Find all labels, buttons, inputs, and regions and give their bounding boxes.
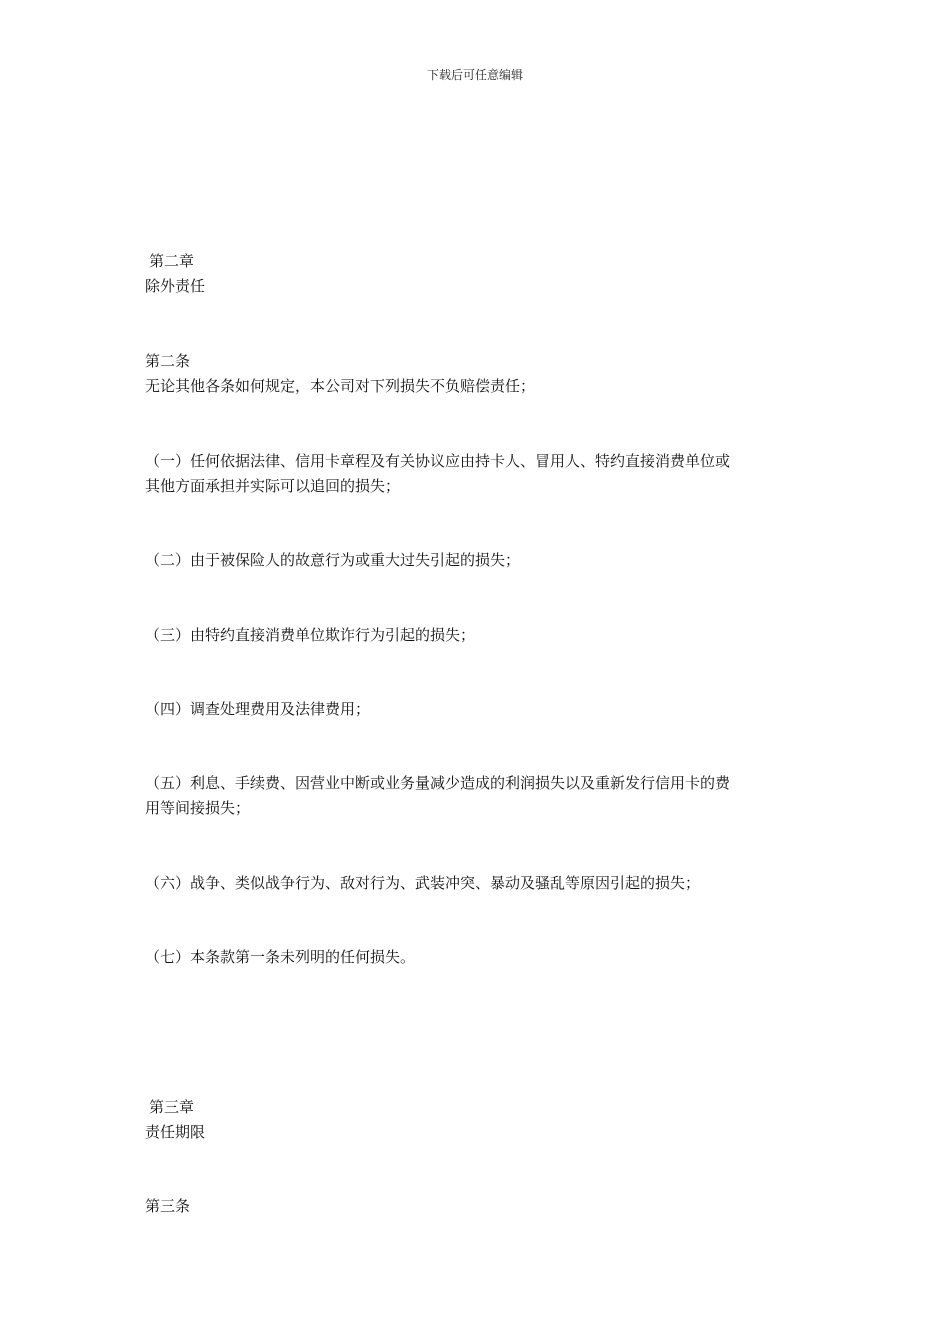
article-2-item-7: （七）本条款第一条未列明的任何损失。 [145, 948, 416, 966]
article-3-number: 第三条 [145, 1197, 191, 1215]
chapter-3-title: 责任期限 [145, 1123, 206, 1141]
article-2-item-5-line-2: 用等间接损失； [145, 799, 251, 817]
article-2-item-1-line-1: （一）任何依据法律、信用卡章程及有关协议应由持卡人、冒用人、特约直接消费单位或 [145, 452, 731, 470]
article-2-item-1-line-2: 其他方面承担并实际可以追回的损失； [145, 477, 401, 495]
article-2-item-5-line-1: （五）利息、手续费、因营业中断或业务量减少造成的利润损失以及重新发行信用卡的费 [145, 774, 731, 792]
article-2-item-2: （二）由于被保险人的故意行为或重大过失引起的损失； [145, 551, 521, 569]
article-2-item-4: （四）调查处理费用及法律费用； [145, 700, 371, 718]
chapter-3-number: 第三章 [149, 1098, 195, 1116]
article-2-intro: 无论其他各条如何规定，本公司对下列损失不负赔偿责任； [145, 377, 536, 395]
page-header: 下载后可任意编辑 [426, 68, 523, 82]
chapter-2-title: 除外责任 [145, 277, 206, 295]
article-2-item-6: （六）战争、类似战争行为、敌对行为、武装冲突、暴动及骚乱等原因引起的损失； [145, 874, 701, 892]
article-2-item-3: （三）由特约直接消费单位欺诈行为引起的损失； [145, 626, 476, 644]
chapter-2-number: 第二章 [149, 252, 195, 270]
article-2-number: 第二条 [145, 352, 191, 370]
